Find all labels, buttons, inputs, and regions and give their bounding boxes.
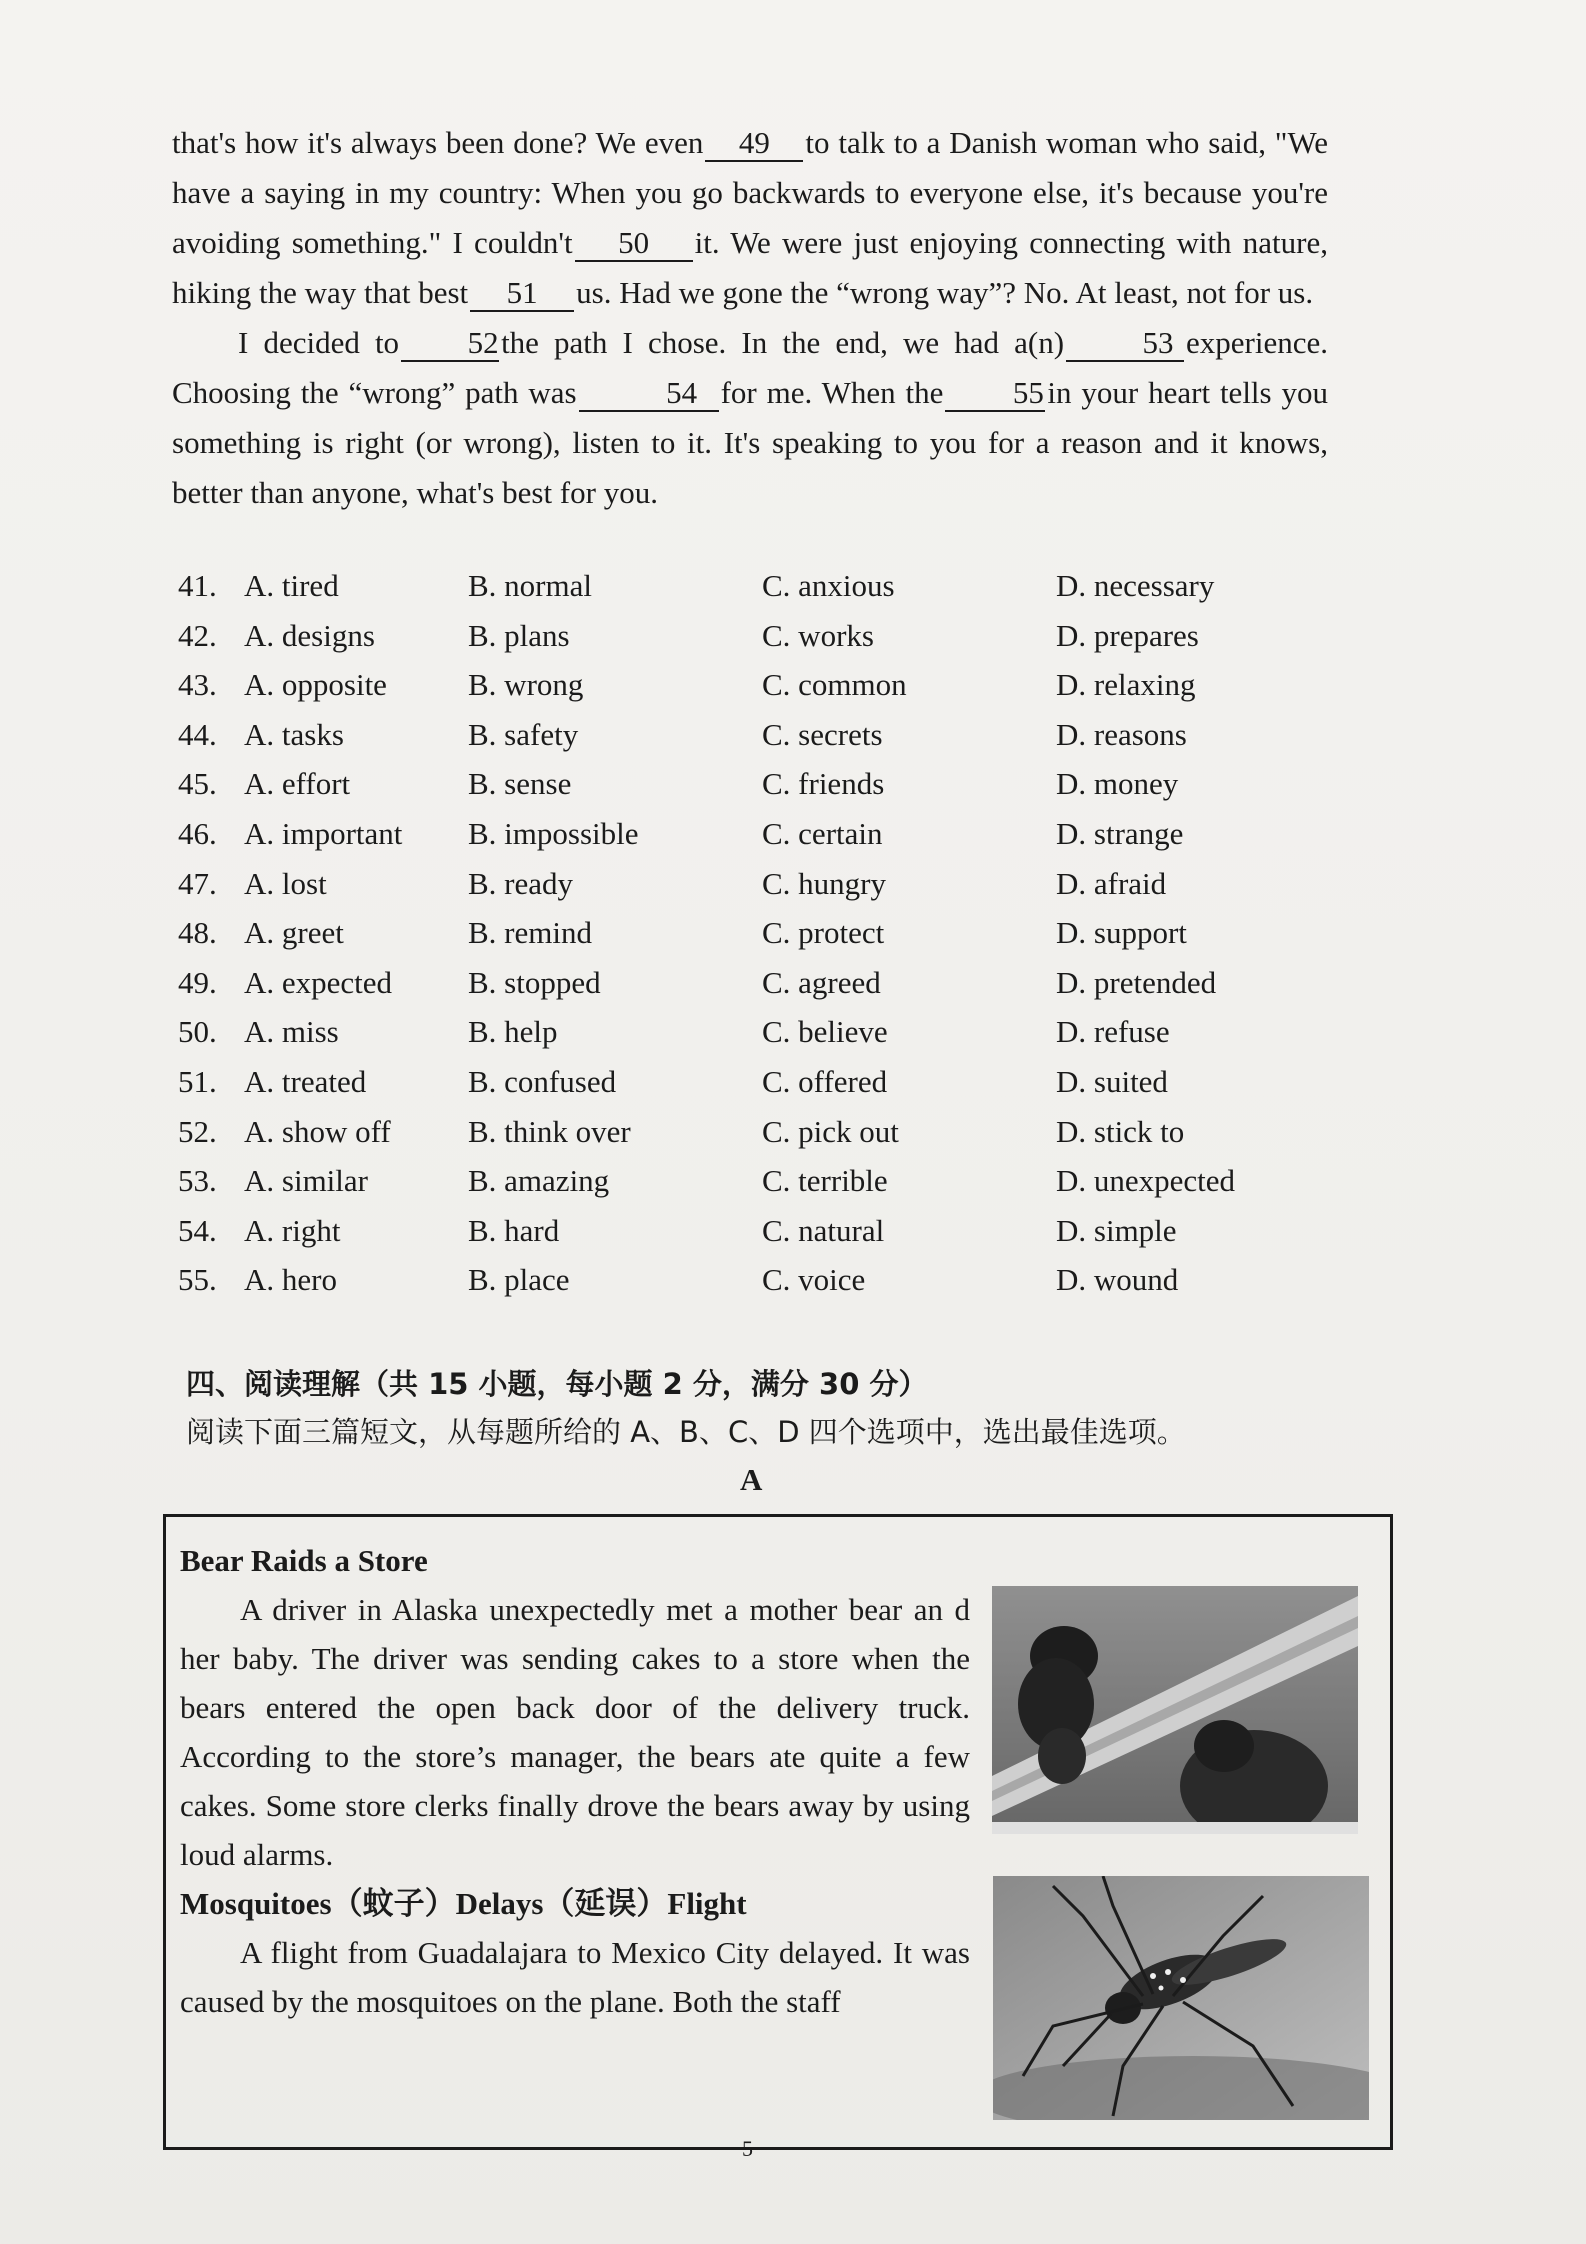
option-c: C. pick out: [762, 1113, 899, 1149]
page-number: 5: [742, 2136, 753, 2161]
option-a: A. tired: [244, 568, 339, 603]
option-d: D. reasons: [1056, 716, 1187, 752]
option-b: B. wrong: [468, 667, 584, 703]
mosquito-article-title: Mosquitoes（蚊子）Delays（延误）Flight: [180, 1886, 747, 1921]
passage-paragraph-1: [172, 118, 1328, 318]
option-b: B. remind: [468, 915, 592, 951]
bear-article-title: Bear Raids a Store: [180, 1543, 428, 1578]
question-number: 43.: [178, 667, 217, 703]
option-d: D. refuse: [1056, 1014, 1170, 1050]
question-number: 41.: [178, 568, 217, 603]
option-a: A. effort: [244, 766, 351, 802]
option-b: B. hard: [468, 1212, 560, 1248]
question-number: 49.: [178, 964, 217, 1000]
section-heading: 四、阅读理解（共 15 小题，每小题 2 分，满分 30 分）: [186, 1367, 928, 1401]
option-d: D. support: [1056, 915, 1187, 951]
option-b: B. ready: [468, 865, 574, 901]
option-row: [172, 667, 1352, 717]
passage-text: the path I chose. In the end, we had a(n): [501, 325, 1065, 360]
bear-article-text: A driver in Alaska unexpectedly met a mother bear an d her baby. The driver was sending cakes to a store when the bears entered the open back door of the delivery truck. According to the store’s manager, the bears ate quite a few cakes. Some store clerks finally drove the bears away by using loud alarms.: [180, 1592, 970, 1872]
cloze-passage: [172, 118, 1328, 518]
option-row: [172, 866, 1352, 916]
option-c: C. protect: [762, 915, 885, 951]
question-number: 50.: [178, 1014, 217, 1050]
question-number: 46.: [178, 815, 217, 851]
blank-52: 52: [401, 326, 499, 362]
option-row: [172, 1262, 1352, 1312]
passage-text: that's how it's always been done? We even: [172, 125, 704, 160]
passage-text: us. Had we gone the “wrong way”? No. At least, not for us.: [576, 275, 1314, 310]
option-row: [172, 717, 1352, 767]
passage-text: it. We were just enjoying connecting with nature, hiking the way that best: [172, 225, 1328, 310]
option-d: D. unexpected: [1056, 1163, 1236, 1199]
option-b: B. impossible: [468, 815, 639, 851]
blank-51: 51: [470, 276, 574, 312]
option-b: B. safety: [468, 716, 579, 752]
option-d: D. prepares: [1056, 617, 1199, 653]
question-number: 51.: [178, 1063, 217, 1099]
option-c: C. agreed: [762, 964, 881, 1000]
question-number: 47.: [178, 865, 217, 901]
option-row: [172, 1213, 1352, 1263]
question-number: 48.: [178, 915, 217, 951]
mosquito-article-text: A flight from Guadalajara to Mexico City delayed. It was caused by the mosquitoes on the plane. Both the staff: [180, 1935, 970, 2019]
option-a: A. similar: [244, 1163, 368, 1199]
option-c: C. believe: [762, 1014, 888, 1050]
blank-53: 53: [1066, 326, 1184, 362]
option-c: C. natural: [762, 1212, 885, 1248]
option-c: C. hungry: [762, 865, 886, 901]
option-d: D. money: [1056, 766, 1179, 802]
option-a: A. important: [244, 815, 403, 851]
question-number: 53.: [178, 1163, 217, 1199]
option-a: A. opposite: [244, 667, 387, 703]
option-b: B. plans: [468, 617, 570, 653]
option-c: C. friends: [762, 766, 885, 802]
option-row: [172, 1014, 1352, 1064]
option-row: [172, 1163, 1352, 1213]
option-c: C. offered: [762, 1063, 888, 1099]
option-a: A. greet: [244, 915, 344, 951]
option-c: C. secrets: [762, 716, 883, 752]
question-number: 55.: [178, 1262, 217, 1298]
option-d: D. simple: [1056, 1212, 1177, 1248]
option-row: [172, 568, 1352, 618]
option-d: D. pretended: [1056, 964, 1217, 1000]
bear-photo: [992, 1586, 1358, 1834]
question-number: 45.: [178, 766, 217, 802]
option-b: B. help: [468, 1014, 558, 1050]
option-row: [172, 618, 1352, 668]
option-b: B. amazing: [468, 1163, 610, 1199]
question-number: 54.: [178, 1212, 217, 1248]
option-a: A. designs: [244, 617, 375, 653]
option-row: [172, 915, 1352, 965]
passage-text: I decided to: [238, 325, 400, 360]
option-c: C. anxious: [762, 568, 895, 603]
option-d: D. afraid: [1056, 865, 1167, 901]
option-c: C. voice: [762, 1262, 866, 1298]
option-row: [172, 816, 1352, 866]
option-c: C. certain: [762, 815, 883, 851]
option-row: [172, 1114, 1352, 1164]
option-b: B. place: [468, 1262, 570, 1298]
option-c: C. common: [762, 667, 907, 703]
option-d: D. relaxing: [1056, 667, 1196, 703]
option-d: D. necessary: [1056, 568, 1215, 603]
option-a: A. treated: [244, 1063, 367, 1099]
option-row: [172, 965, 1352, 1015]
passage-text: experience. Choosing the “wrong” path was: [172, 325, 1328, 410]
option-a: A. miss: [244, 1014, 339, 1050]
option-b: B. confused: [468, 1063, 617, 1099]
blank-50: 50: [575, 226, 693, 262]
option-c: C. terrible: [762, 1163, 888, 1199]
passage-paragraph-2: [172, 318, 1328, 518]
option-a: A. tasks: [244, 716, 344, 752]
option-c: C. works: [762, 617, 874, 653]
question-number: 42.: [178, 617, 217, 653]
passage-text: in your heart tells you something is right (or wrong), listen to it. It's speaking to you for a reason and it knows, better than anyone, what's best for you.: [172, 375, 1328, 510]
option-b: B. normal: [468, 568, 592, 603]
option-a: A. hero: [244, 1262, 337, 1298]
option-d: D. strange: [1056, 815, 1184, 851]
section-instructions: 阅读下面三篇短文，从每题所给的 A、B、C、D 四个选项中，选出最佳选项。: [186, 1415, 1186, 1449]
question-number: 44.: [178, 716, 217, 752]
option-row: [172, 766, 1352, 816]
option-a: A. lost: [244, 865, 327, 901]
option-d: D. suited: [1056, 1063, 1168, 1099]
question-number: 52.: [178, 1113, 217, 1149]
option-b: B. think over: [468, 1113, 631, 1149]
option-a: A. expected: [244, 964, 393, 1000]
option-d: D. wound: [1056, 1262, 1179, 1298]
option-b: B. stopped: [468, 964, 601, 1000]
blank-54: 54: [579, 376, 719, 412]
option-a: A. right: [244, 1212, 341, 1248]
passage-text: for me. When the: [720, 375, 944, 410]
blank-49: 49: [705, 126, 803, 162]
option-row: [172, 1064, 1352, 1114]
part-label: A: [740, 1462, 763, 1497]
answer-options-table: [172, 568, 1352, 1312]
passage-text: to talk to a Danish woman who said, "We have a saying in my country: When you go backwards to everyone else, it's because you're avoiding something." I couldn't: [172, 125, 1328, 260]
option-b: B. sense: [468, 766, 572, 802]
blank-55: 55: [945, 376, 1045, 412]
option-a: A. show off: [244, 1113, 391, 1149]
option-d: D. stick to: [1056, 1113, 1185, 1149]
mosquito-photo: [993, 1876, 1369, 2120]
news-articles: [180, 1536, 970, 2026]
